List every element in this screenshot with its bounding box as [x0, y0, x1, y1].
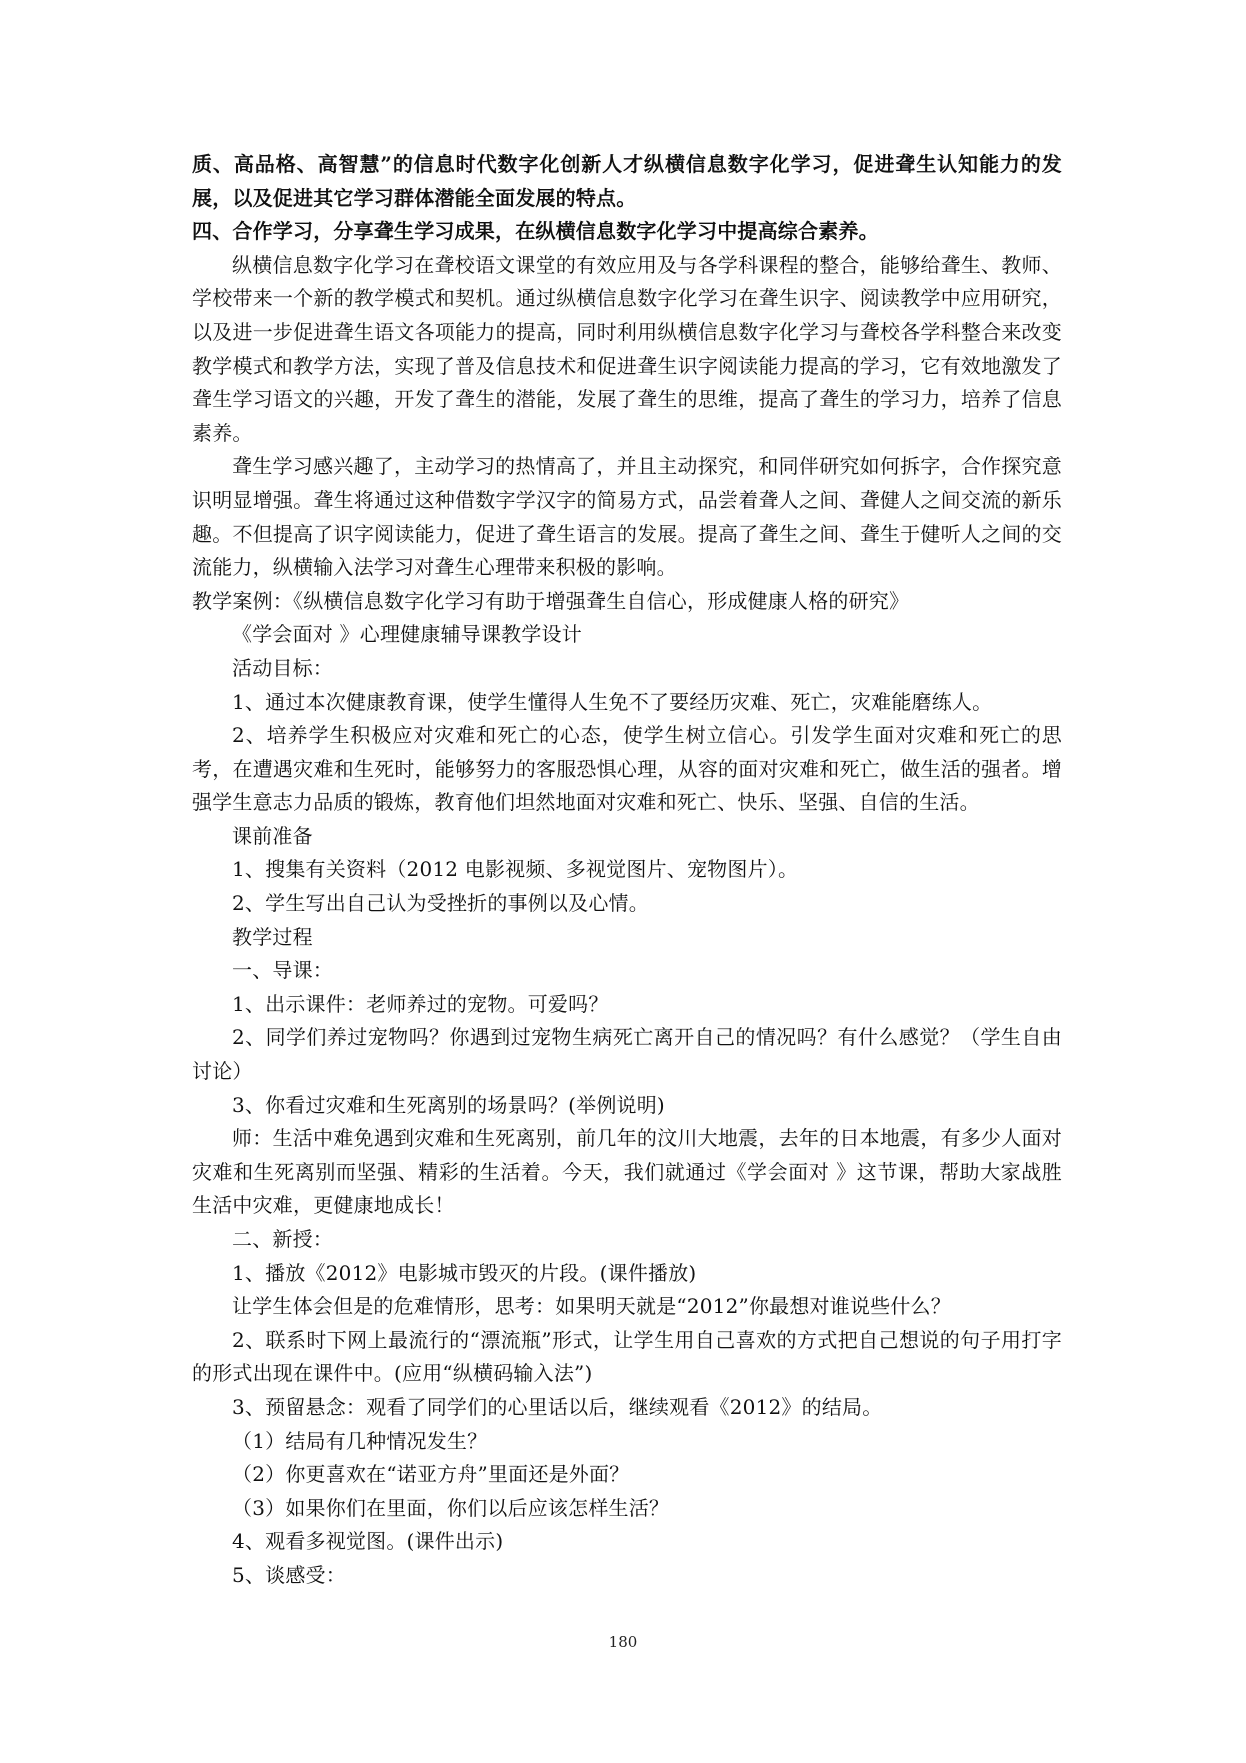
- section-heading-4: 四、合作学习，分享聋生学习成果，在纵横信息数字化学习中提高综合素养。: [192, 219, 879, 244]
- body-text: [192, 148, 1062, 1593]
- page-number: 180: [608, 1633, 638, 1651]
- question-3: （3）如果你们在里面，你们以后应该怎样生活？: [232, 1495, 670, 1520]
- preparation-heading: 课前准备: [232, 823, 313, 848]
- objectives-heading: 活动目标：: [232, 655, 333, 680]
- new-step-4: 4、观看多视觉图。(课件出示): [232, 1529, 504, 1554]
- new-step-1: 1、播放《2012》电影城市毁灭的片段。(课件播放): [232, 1260, 697, 1285]
- paragraph-4: 聋生学习感兴趣了，主动学习的热情高了，并且主动探究，和同伴研究如何拆字，合作探究意识明显增强。聋生将通过这种借数字学汉字的简易方式，品尝着聋人之间、聋健人之间交流的新乐趣。不但提高了识字阅读能力，促进了聋生语言的发展。提高了聋生之间、聋生于健听人之间的交流能力，纵横输入法学习对聋生心理带来积极的影响。: [192, 454, 1062, 580]
- preparation-2: 2、学生写出自己认为受挫折的事例以及心情。: [232, 891, 649, 916]
- question-1: （1）结局有几种情况发生？: [232, 1428, 488, 1453]
- objective-1: 1、通过本次健康教育课，使学生懂得人生免不了要经历灾难、死亡，灾难能磨练人。: [232, 689, 993, 714]
- preparation-1: 1、搜集有关资料（2012 电影视频、多视觉图片、宠物图片）。: [232, 857, 799, 882]
- teacher-remark: 师：生活中难免遇到灾难和生死离别，前几年的汶川大地震，去年的日本地震，有多少人面对灾难和生死离别而坚强、精彩的生活着。今天，我们就通过《学会面对 》这节课，帮助大家战胜生活中灾难，更健康地成长！: [192, 1126, 1062, 1218]
- lesson-title: 《学会面对 》心理健康辅导课教学设计: [232, 622, 582, 647]
- paragraph-3: 纵横信息数字化学习在聋校语文课堂的有效应用及与各学科课程的整合，能够给聋生、教师、学校带来一个新的教学模式和契机。通过纵横信息数字化学习在聋生识字、阅读教学中应用研究，以及进一步促进聋生语文各项能力的提高，同时利用纵横信息数字化学习与聋校各学科整合来改变教学模式和教学方法，实现了普及信息技术和促进聋生识字阅读能力提高的学习，它有效地激发了聋生学习语文的兴趣，开发了聋生的潜能，发展了聋生的思维，提高了聋生的学习力，培养了信息素养。: [192, 252, 1062, 445]
- new-step-2: 2、联系时下网上最流行的“漂流瓶”形式，让学生用自己喜欢的方式把自己想说的句子用打字的形式出现在课件中。(应用“纵横码输入法”): [192, 1327, 1062, 1386]
- paragraph-1: 质、高品格、高智慧”的信息时代数字化创新人才纵横信息数字化学习，促进聋生认知能力的发展，以及促进其它学习群体潜能全面发展的特点。: [192, 152, 1062, 210]
- intro-step-1: 1、出示课件：老师养过的宠物。可爱吗？: [232, 991, 609, 1016]
- new-step-3: 3、预留悬念：观看了同学们的心里话以后，继续观看《2012》的结局。: [232, 1394, 883, 1419]
- intro-step-2: 2、同学们养过宠物吗？你遇到过宠物生病死亡离开自己的情况吗？有什么感觉？（学生自由讨论）: [192, 1025, 1062, 1084]
- intro-heading: 一、导课：: [232, 958, 333, 983]
- new-step-5: 5、谈感受：: [232, 1562, 346, 1587]
- process-heading: 教学过程: [232, 924, 313, 949]
- objective-2: 2、培养学生积极应对灾难和死亡的心态，使学生树立信心。引发学生面对灾难和死亡的思考，在遭遇灾难和生死时，能够努力的客服恐惧心理，从容的面对灾难和死亡，做生活的强者。增强学生意志力品质的锻炼，教育他们坦然地面对灾难和死亡、快乐、坚强、自信的生活。: [192, 723, 1062, 815]
- new-step-1-detail: 让学生体会但是的危难情形，思考：如果明天就是“2012”你最想对谁说些什么？: [232, 1294, 951, 1319]
- case-title: 教学案例：《纵横信息数字化学习有助于增强聋生自信心，形成健康人格的研究》: [192, 588, 910, 613]
- question-2: （2）你更喜欢在“诺亚方舟”里面还是外面？: [232, 1462, 630, 1487]
- new-lesson-heading: 二、新授：: [232, 1227, 333, 1251]
- intro-step-3: 3、你看过灾难和生死离别的场景吗？(举例说明): [232, 1092, 665, 1117]
